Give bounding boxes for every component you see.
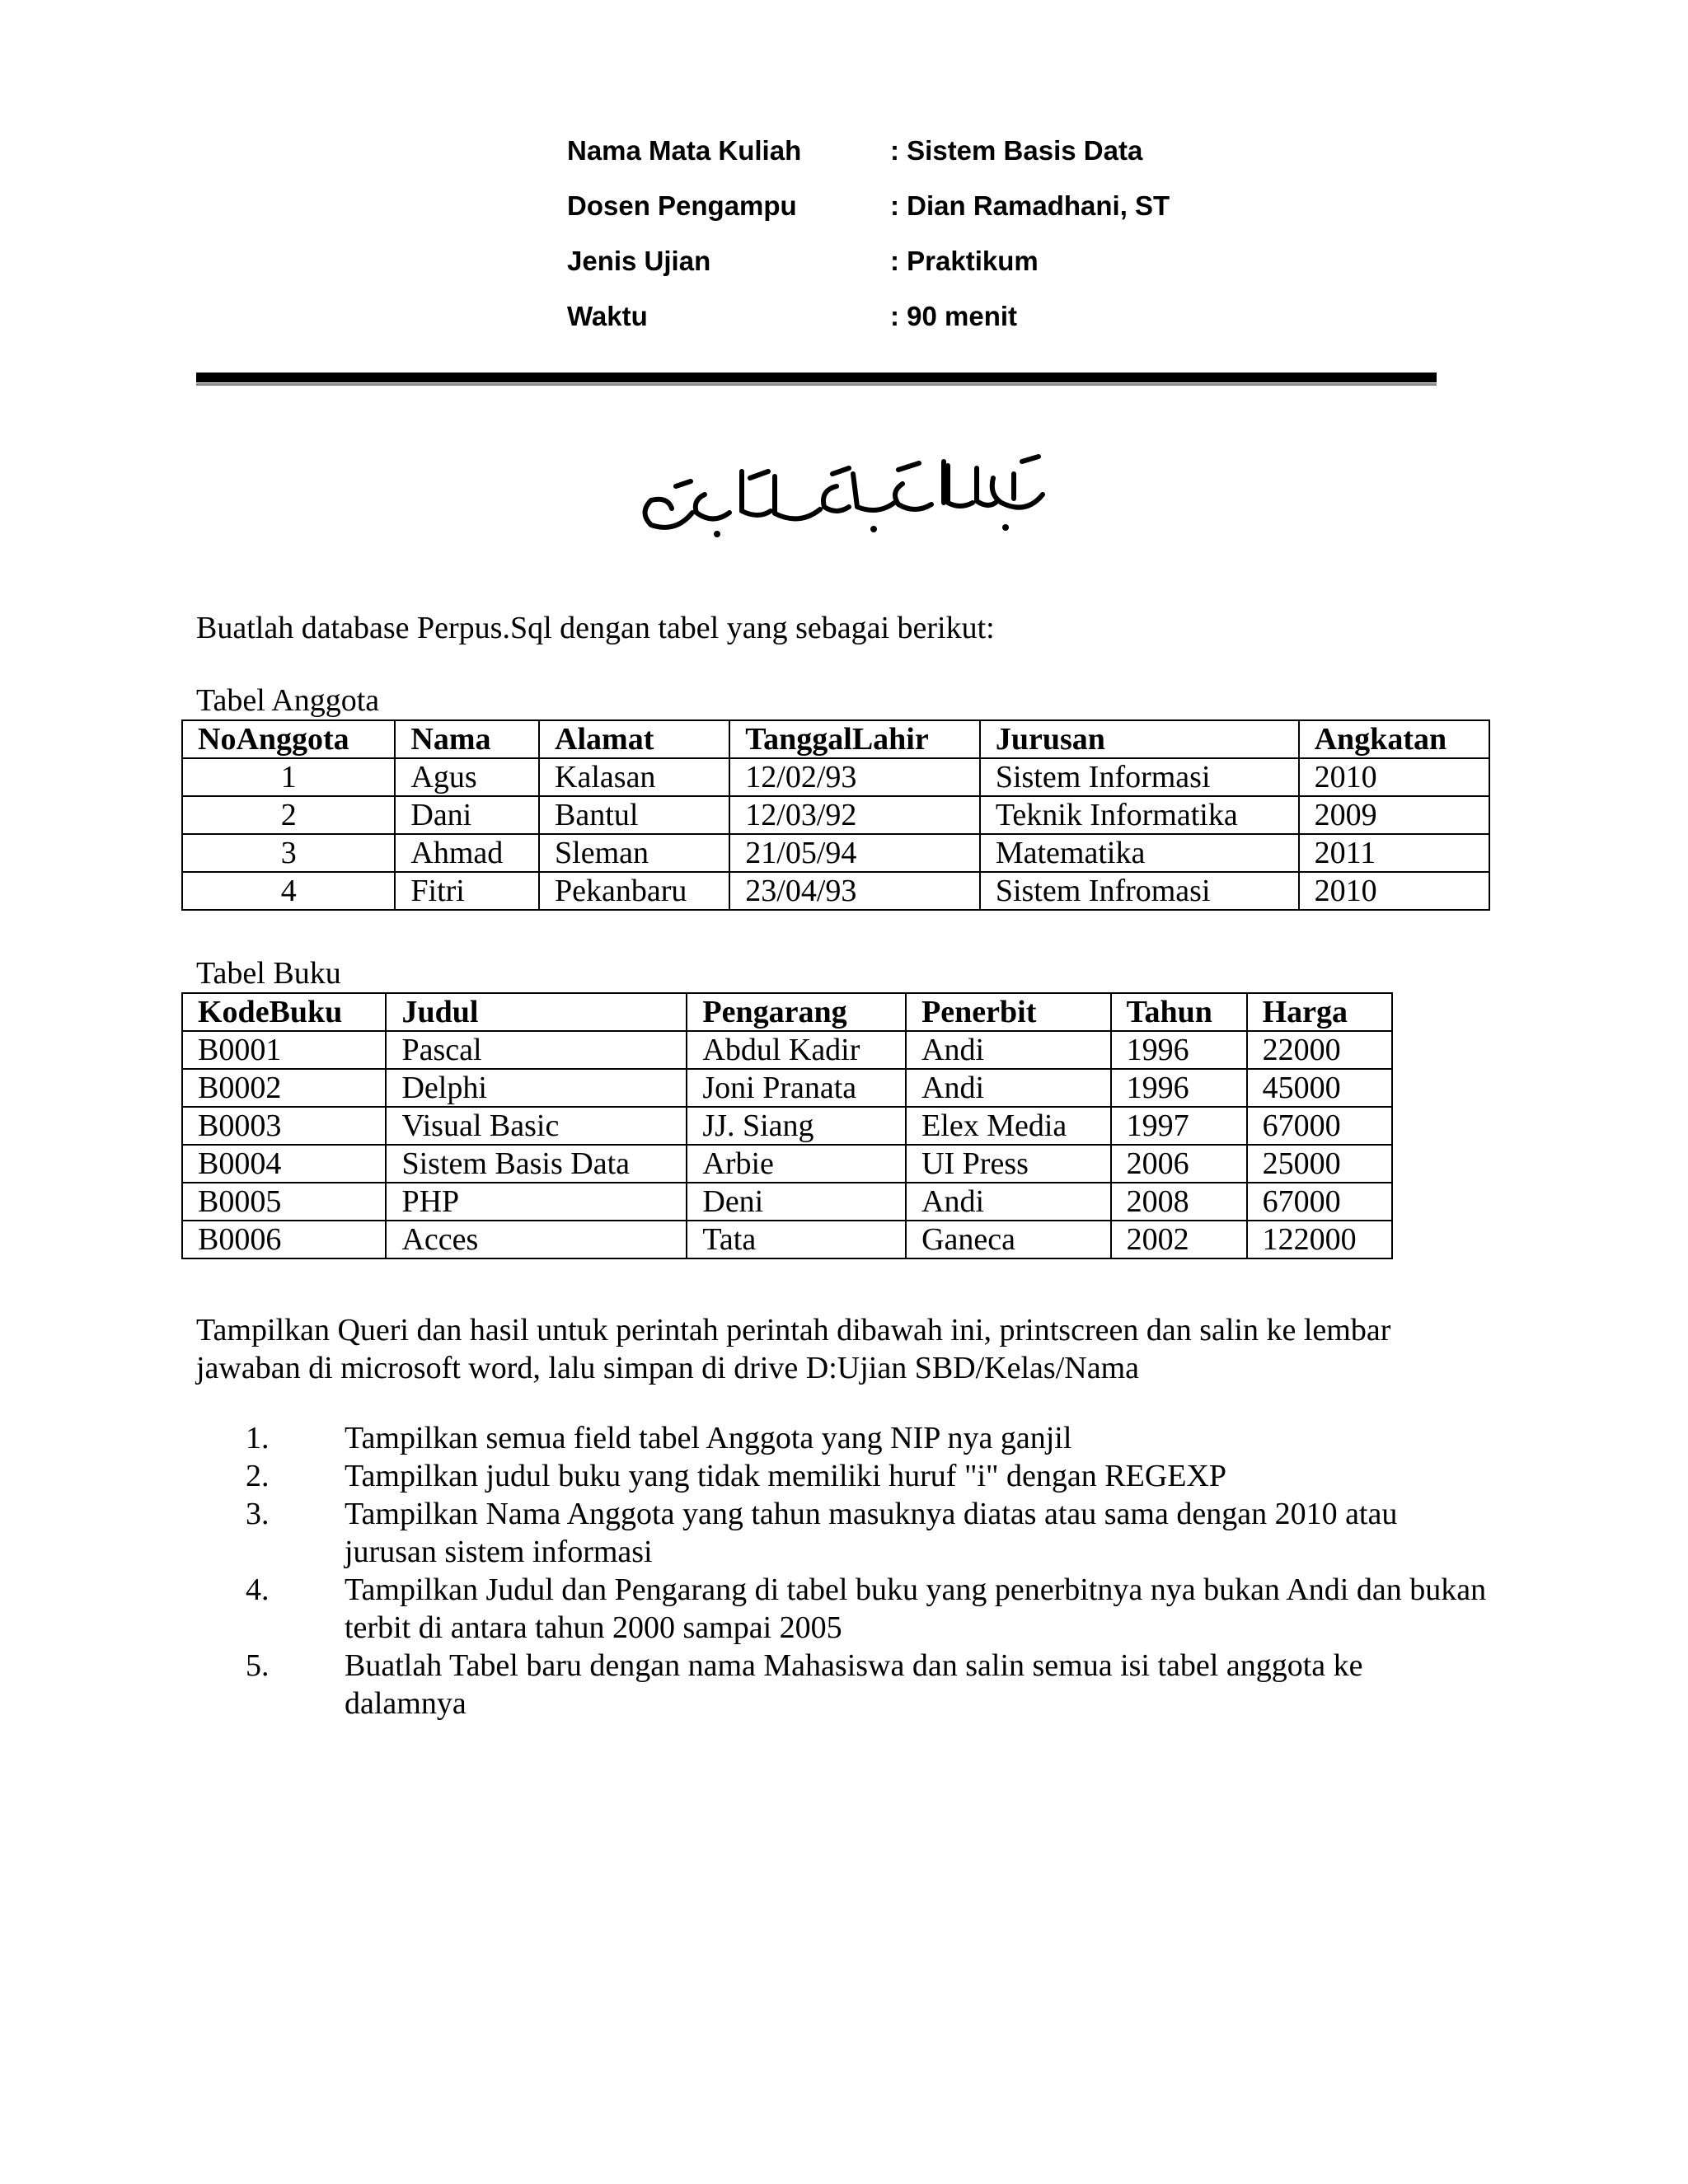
table-cell: Sistem Infromasi bbox=[980, 872, 1299, 910]
task-list bbox=[204, 1419, 1490, 1722]
header-label: Jenis Ujian bbox=[567, 246, 711, 276]
table-cell: B0001 bbox=[182, 1031, 386, 1069]
table-row bbox=[182, 1069, 1392, 1107]
table-row bbox=[182, 758, 1489, 796]
table-cell: 1996 bbox=[1111, 1069, 1247, 1107]
table-cell: JJ. Siang bbox=[687, 1107, 906, 1145]
anggota-caption: Tabel Anggota bbox=[196, 683, 380, 718]
table-cell: 2008 bbox=[1111, 1183, 1247, 1221]
table-cell: 2011 bbox=[1299, 834, 1489, 872]
table-cell: 2 bbox=[182, 796, 395, 834]
table-cell: Arbie bbox=[687, 1145, 906, 1183]
header-row bbox=[567, 135, 1309, 190]
column-header: Nama bbox=[395, 720, 539, 758]
table-cell: 122000 bbox=[1247, 1221, 1392, 1258]
column-header: KodeBuku bbox=[182, 993, 386, 1031]
table-row bbox=[182, 1183, 1392, 1221]
table-cell: Elex Media bbox=[906, 1107, 1111, 1145]
header-label: Dosen Pengampu bbox=[567, 190, 797, 221]
table-cell: Andi bbox=[906, 1183, 1111, 1221]
column-header: Judul bbox=[386, 993, 687, 1031]
task-number: 5. bbox=[246, 1648, 270, 1683]
table-header-row bbox=[182, 720, 1489, 758]
table-cell: Ahmad bbox=[395, 834, 539, 872]
list-item bbox=[204, 1419, 1490, 1457]
header-value: : Sistem Basis Data bbox=[890, 135, 1143, 166]
header-value: : Praktikum bbox=[890, 246, 1039, 276]
table-cell: B0003 bbox=[182, 1107, 386, 1145]
table-cell: 3 bbox=[182, 834, 395, 872]
header-value: : Dian Ramadhani, ST bbox=[890, 190, 1170, 221]
table-cell: Deni bbox=[687, 1183, 906, 1221]
table-cell: 12/02/93 bbox=[729, 758, 980, 796]
table-cell: 12/03/92 bbox=[729, 796, 980, 834]
buku-caption: Tabel Buku bbox=[196, 956, 341, 991]
header-row bbox=[567, 246, 1309, 301]
table-cell: Andi bbox=[906, 1031, 1111, 1069]
table-cell: Kalasan bbox=[539, 758, 729, 796]
task-number: 4. bbox=[246, 1572, 270, 1607]
table-cell: Agus bbox=[395, 758, 539, 796]
table-cell: Teknik Informatika bbox=[980, 796, 1299, 834]
header-label: Waktu bbox=[567, 301, 648, 331]
basmala-calligraphy-image bbox=[626, 445, 1055, 544]
table-cell: Matematika bbox=[980, 834, 1299, 872]
column-header: Jurusan bbox=[980, 720, 1299, 758]
table-cell: Pascal bbox=[386, 1031, 687, 1069]
table-cell: B0004 bbox=[182, 1145, 386, 1183]
instruction-line: jawaban di microsoft word, lalu simpan di drive D:Ujian SBD/Kelas/Nama bbox=[196, 1351, 1139, 1385]
column-header: Tahun bbox=[1111, 993, 1247, 1031]
table-row bbox=[182, 834, 1489, 872]
task-text: Buatlah Tabel baru dengan nama Mahasiswa dan salin semua isi tabel anggota ke dalamnya bbox=[345, 1648, 1363, 1721]
table-cell: 2002 bbox=[1111, 1221, 1247, 1258]
table-cell: Sistem Basis Data bbox=[386, 1145, 687, 1183]
list-item bbox=[204, 1571, 1490, 1647]
list-item bbox=[204, 1495, 1490, 1571]
table-cell: 1 bbox=[182, 758, 395, 796]
task-number: 2. bbox=[246, 1459, 270, 1493]
header-row bbox=[567, 301, 1309, 356]
table-cell: B0002 bbox=[182, 1069, 386, 1107]
header-divider bbox=[196, 373, 1437, 382]
table-cell: Tata bbox=[687, 1221, 906, 1258]
table-cell: B0006 bbox=[182, 1221, 386, 1258]
task-text: Tampilkan judul buku yang tidak memiliki huruf "i" dengan REGEXP bbox=[345, 1459, 1227, 1493]
task-text: Tampilkan Nama Anggota yang tahun masuknya diatas atau sama dengan 2010 atau jurusan sistem informasi bbox=[345, 1497, 1398, 1569]
table-row bbox=[182, 1107, 1392, 1145]
table-cell: 22000 bbox=[1247, 1031, 1392, 1069]
table-cell: 2006 bbox=[1111, 1145, 1247, 1183]
table-cell: Ganeca bbox=[906, 1221, 1111, 1258]
table-cell: Andi bbox=[906, 1069, 1111, 1107]
table-cell: Visual Basic bbox=[386, 1107, 687, 1145]
table-cell: Delphi bbox=[386, 1069, 687, 1107]
table-cell: Pekanbaru bbox=[539, 872, 729, 910]
task-text: Tampilkan semua field tabel Anggota yang NIP nya ganjil bbox=[345, 1421, 1072, 1455]
list-item bbox=[204, 1457, 1490, 1495]
table-cell: Dani bbox=[395, 796, 539, 834]
header-value: : 90 menit bbox=[890, 301, 1018, 331]
table-cell: 25000 bbox=[1247, 1145, 1392, 1183]
table-cell: 67000 bbox=[1247, 1183, 1392, 1221]
table-cell: Sleman bbox=[539, 834, 729, 872]
exam-header bbox=[567, 135, 1309, 356]
table-cell: Abdul Kadir bbox=[687, 1031, 906, 1069]
table-row bbox=[182, 1031, 1392, 1069]
column-header: Harga bbox=[1247, 993, 1392, 1031]
table-cell: 1996 bbox=[1111, 1031, 1247, 1069]
header-row bbox=[567, 190, 1309, 246]
table-cell: Sistem Informasi bbox=[980, 758, 1299, 796]
table-cell: Bantul bbox=[539, 796, 729, 834]
table-row bbox=[182, 872, 1489, 910]
table-cell: 67000 bbox=[1247, 1107, 1392, 1145]
table-row bbox=[182, 1221, 1392, 1258]
task-number: 1. bbox=[246, 1421, 270, 1455]
table-cell: 2010 bbox=[1299, 758, 1489, 796]
buku-table bbox=[181, 992, 1393, 1259]
table-cell: B0005 bbox=[182, 1183, 386, 1221]
table-cell: 21/05/94 bbox=[729, 834, 980, 872]
task-text: Tampilkan Judul dan Pengarang di tabel buku yang penerbitnya nya bukan Andi dan bukan terbit di antara tahun 2000 sampai 2005 bbox=[345, 1572, 1487, 1645]
column-header: Penerbit bbox=[906, 993, 1111, 1031]
column-header: Angkatan bbox=[1299, 720, 1489, 758]
header-label: Nama Mata Kuliah bbox=[567, 135, 802, 166]
column-header: NoAnggota bbox=[182, 720, 395, 758]
table-cell: 23/04/93 bbox=[729, 872, 980, 910]
list-item bbox=[204, 1647, 1490, 1722]
anggota-table bbox=[181, 719, 1490, 911]
table-cell: 1997 bbox=[1111, 1107, 1247, 1145]
table-row bbox=[182, 1145, 1392, 1183]
task-number: 3. bbox=[246, 1497, 270, 1531]
table-cell: Joni Pranata bbox=[687, 1069, 906, 1107]
intro-text: Buatlah database Perpus.Sql dengan tabel yang sebagai berikut: bbox=[196, 611, 995, 645]
instruction-line: Tampilkan Queri dan hasil untuk perintah perintah dibawah ini, printscreen dan salin ke lembar bbox=[196, 1313, 1391, 1347]
table-cell: 2010 bbox=[1299, 872, 1489, 910]
header-divider-shadow bbox=[196, 383, 1437, 386]
table-cell: 4 bbox=[182, 872, 395, 910]
column-header: TanggalLahir bbox=[729, 720, 980, 758]
table-cell: PHP bbox=[386, 1183, 687, 1221]
column-header: Pengarang bbox=[687, 993, 906, 1031]
table-header-row bbox=[182, 993, 1392, 1031]
column-header: Alamat bbox=[539, 720, 729, 758]
table-cell: 2009 bbox=[1299, 796, 1489, 834]
table-cell: Acces bbox=[386, 1221, 687, 1258]
table-cell: Fitri bbox=[395, 872, 539, 910]
table-cell: 45000 bbox=[1247, 1069, 1392, 1107]
table-row bbox=[182, 796, 1489, 834]
table-cell: UI Press bbox=[906, 1145, 1111, 1183]
